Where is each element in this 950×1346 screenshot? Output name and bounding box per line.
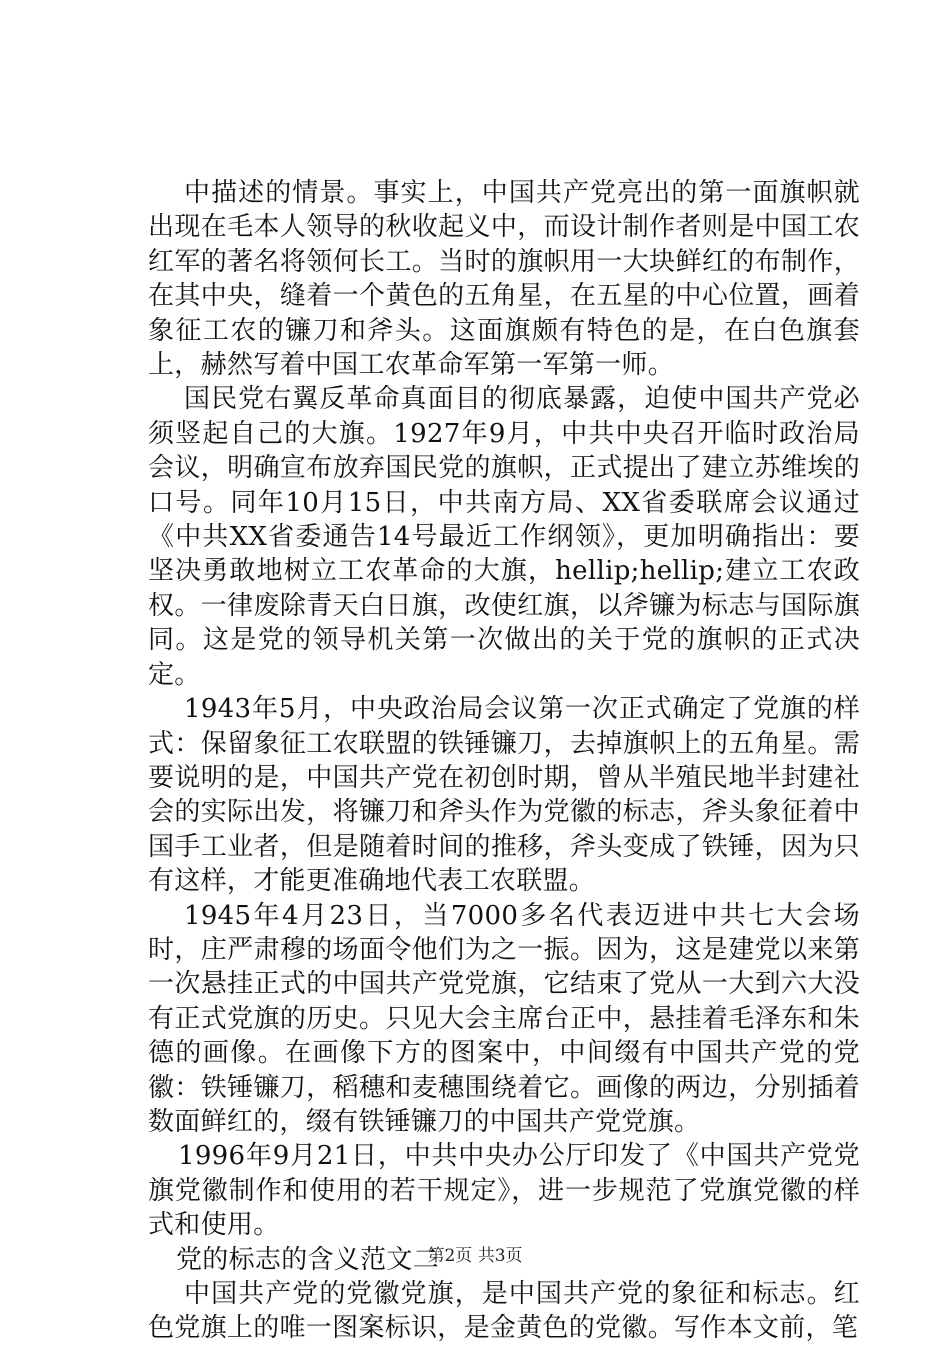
paragraph-red-flag-decision: 国民党右翼反革命真面目的彻底暴露，迫使中国共产党必须竖起自己的大旗。1927年9月，中共中央召开临时政治局会议，明确宣布放弃国民党的旗帜，正式提出了建立苏维埃的口号。同年10月15日，中共南方局、XX省委联席会议通过《中共XX省委通告14号最近工作纲领》，更加明确指出：要坚决勇敢地树立工农革命的大旗，hellip;hellip;建立工农政权。一律废除青天白日旗，改使红旗，以斧镰为标志与国际旗同。这是党的领导机关第一次做出的关于党的旗帜的正式决定。 — [148, 384, 860, 690]
paragraph-1996-regulations: 1996年9月21日，中共中央办公厅印发了《中国共产党党旗党徽制作和使用的若干规定》，进一步规范了党旗党徽的样式和使用。 — [148, 1141, 860, 1241]
section-heading: 党的标志的含义范文二 — [176, 1244, 440, 1275]
paragraph-1945-seventh-congress: 1945年4月23日，当7000多名代表迈进中共七大会场时，庄严肃穆的场面令他们为之一振。因为，这是建党以来第一次悬挂正式的中国共产党党旗，它结束了党从一大到六大没有正式党旗的历史。只见大会主席台正中，悬挂着毛泽东和朱德的画像。在画像下方的图案中，中间缀有中国共产党的党徽：铁锤镰刀，稻穗和麦穗围绕着它。画像的两边，分别插着数面鲜红的，缀有铁锤镰刀的中国共产党党旗。 — [148, 900, 860, 1137]
paragraph-qiushou-flag: 中描述的情景。事实上，中国共产党亮出的第一面旗帜就出现在毛本人领导的秋收起义中，而设计制作者则是中国工农红军的著名将领何长工。当时的旗帜用一大块鲜红的布制作，在其中央，缝着一个黄色的五角星，在五星的中心位置，画着象征工农的镰刀和斧头。这面旗颇有特色的是，在白色旗套上，赫然写着中国工农革命军第一军第一师。 — [148, 178, 860, 381]
paragraph-emblem-intro: 中国共产党的党徽党旗，是中国共产党的象征和标志。红色党旗上的唯一图案标识，是金黄色的党徽。写作本文前，笔 — [148, 1279, 860, 1344]
page-number-footer: 第2页 共3页 — [427, 1246, 523, 1266]
document-body — [148, 176, 860, 1346]
paragraph-1943-flag-style: 1943年5月，中央政治局会议第一次正式确定了党旗的样式：保留象征工农联盟的铁锤镰刀，去掉旗帜上的五角星。需要说明的是，中国共产党在初创时期，曾从半殖民地半封建社会的实际出发，将镰刀和斧头作为党徽的标志，斧头象征着中国手工业者，但是随着时间的推移，斧头变成了铁锤，因为只有这样，才能更准确地代表工农联盟。 — [148, 694, 860, 897]
